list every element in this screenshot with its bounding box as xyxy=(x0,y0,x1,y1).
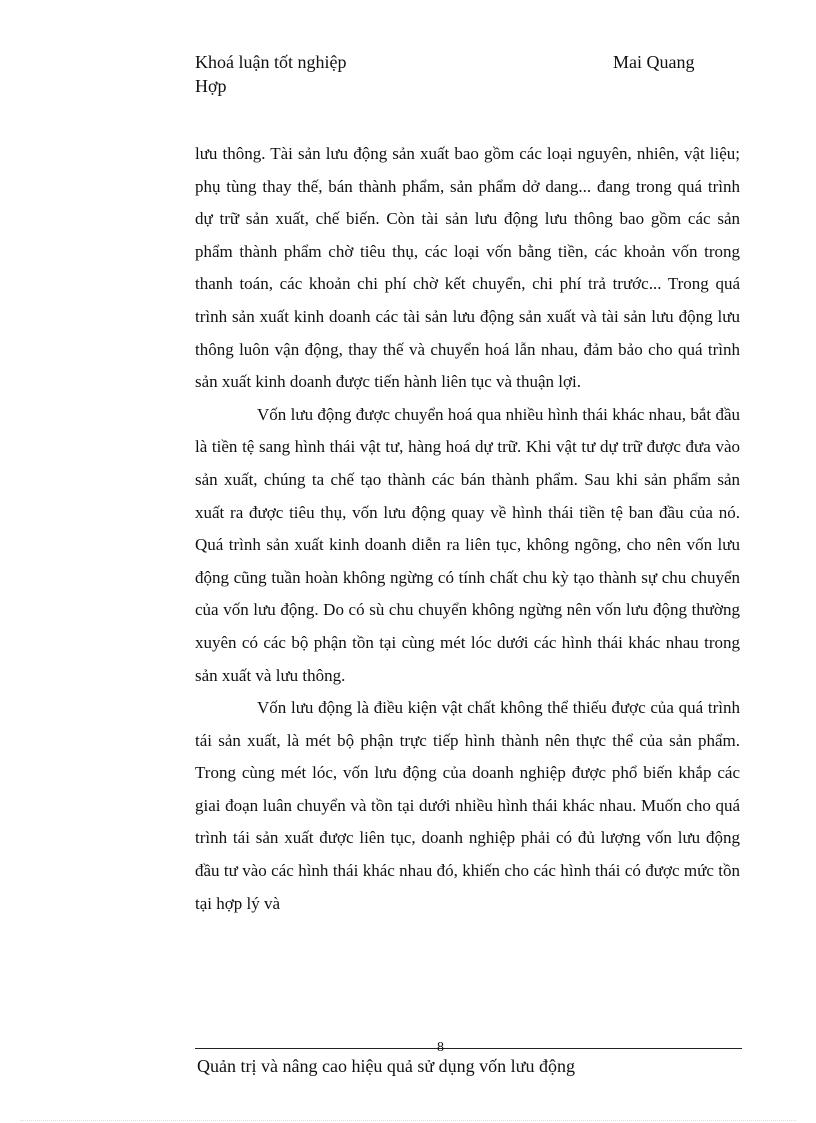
header-title-line1: Khoá luận tốt nghiệp xyxy=(195,52,347,72)
header-title-line2: Hợp xyxy=(195,76,227,96)
footer-divider xyxy=(195,1048,742,1049)
paragraph-2: Vốn lưu động được chuyển hoá qua nhiều hình thái khác nhau, bắt đầu là tiền tệ sang hình thái vật tư, hàng hoá dự trữ. Khi vật tư dự trữ được đưa vào sản xuất, chúng ta chế tạo thành các bán thành phẩm. Sau khi sản phẩm sản xuất ra được tiêu thụ, vốn lưu động quay về hình thái tiền tệ ban đầu của nó. Quá trình sản xuất kinh doanh diễn ra liên tục, không ngõng, cho nên vốn lưu động cũng tuần hoàn không ngừng có tính chất chu kỳ tạo thành sự chu chuyển của vốn lưu động. Do có sù chu chuyển không ngừng nên vốn lưu động thường xuyên có các bộ phận tồn tại cùng mét lóc dưới các hình thái khác nhau trong sản xuất và lưu thông. xyxy=(195,404,740,685)
paragraph-3: Vốn lưu động là điều kiện vật chất không thể thiếu được của quá trình tái sản xuất, là mét bộ phận trực tiếp hình thành nên thực thể của sản phẩm. Trong cùng mét lóc, vốn lưu động của doanh nghiệp được phổ biến khắp các giai đoạn luân chuyển và tồn tại dưới nhiều hình thái khác nhau. Muốn cho quá trình tái sản xuất được liên tục, doanh nghiệp phải có đủ lượng vốn lưu động đầu tư vào các hình thái khác nhau đó, khiến cho các hình thái có được mức tồn tại hợp lý và xyxy=(195,698,740,913)
page-edge-divider xyxy=(20,1120,796,1121)
footer-title: Quản trị và nâng cao hiệu quả sử dụng vốn lưu động xyxy=(197,1056,575,1076)
document-body xyxy=(195,138,740,920)
page-number: 8 xyxy=(437,1040,444,1055)
header-title xyxy=(195,50,395,98)
paragraph-1: lưu thông. Tài sản lưu động sản xuất bao gồm các loại nguyên, nhiên, vật liệu; phụ tùng thay thế, bán thành phẩm, sản phẩm dở dang... đang trong quá trình dự trữ sản xuất, chế biến. Còn tài sản lưu động lưu thông bao gồm các sản phẩm thành phẩm chờ tiêu thụ, các loại vốn bằng tiền, các khoản vốn trong thanh toán, các khoản chi phí chờ kết chuyển, chi phí trả trước... Trong quá trình sản xuất kinh doanh các tài sản lưu động sản xuất và tài sản lưu động lưu thông luôn vận động, thay thế và chuyển hoá lẫn nhau, đảm bảo cho quá trình sản xuất kinh doanh được tiến hành liên tục và thuận lợi. xyxy=(195,144,740,392)
header-author: Mai Quang xyxy=(613,52,695,72)
